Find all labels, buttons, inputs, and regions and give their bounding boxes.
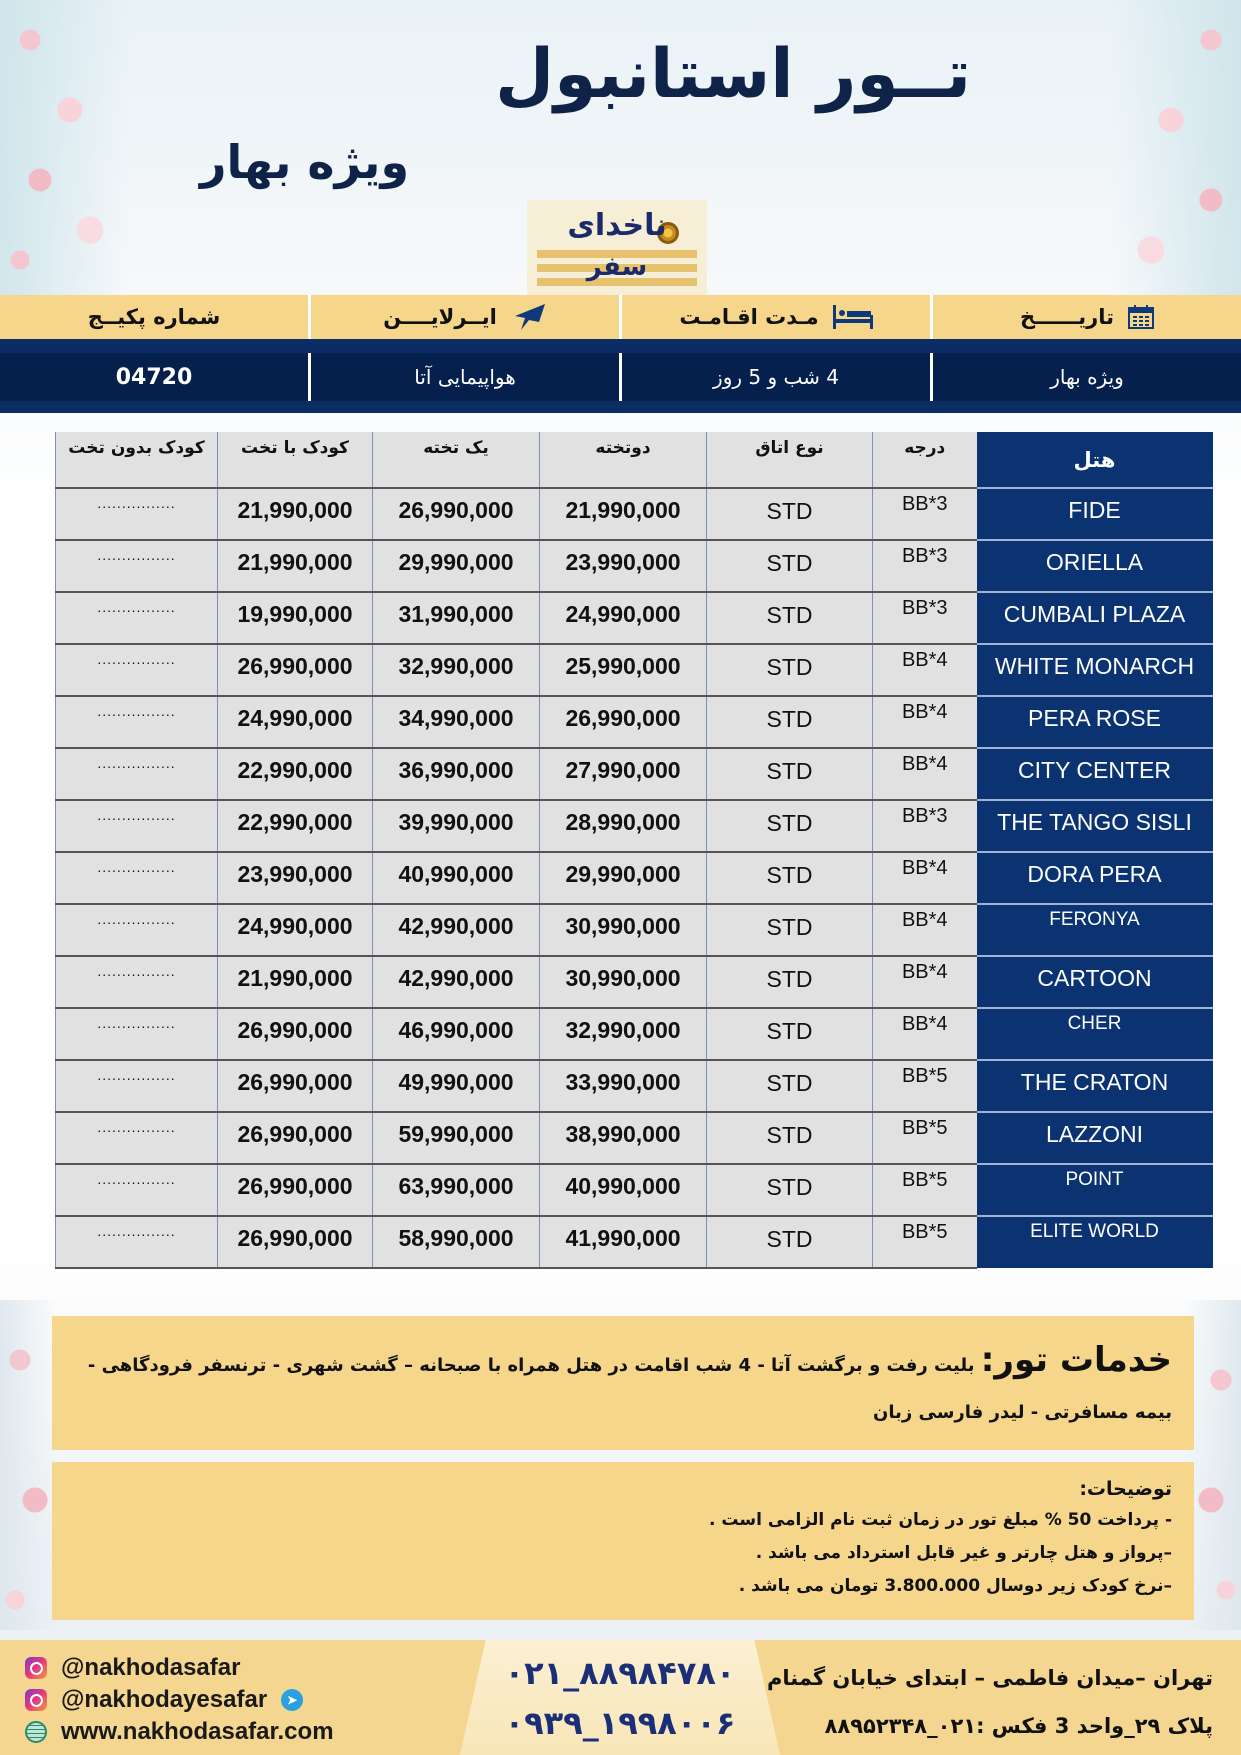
- hotel-name-cell: CITY CENTER: [977, 748, 1213, 800]
- tour-services-box: [52, 1316, 1194, 1450]
- grade-cell: 5*BB: [873, 1216, 977, 1268]
- phone-numbers: [470, 1648, 770, 1748]
- table-row: [56, 1112, 1213, 1164]
- table-row: [56, 852, 1213, 904]
- price-single-cell: 49,990,000: [373, 1060, 540, 1112]
- price-single-cell: 58,990,000: [373, 1216, 540, 1268]
- blossom-decoration-bottom-left: [0, 1300, 60, 1630]
- price-double-cell: 23,990,000: [540, 540, 707, 592]
- price-double-cell: 41,990,000: [540, 1216, 707, 1268]
- blossom-decoration-top-right: [1111, 0, 1241, 300]
- address: [767, 1654, 1213, 1750]
- price-child-without-bed-cell: ................: [56, 748, 218, 800]
- hotel-name-cell: PERA ROSE: [977, 696, 1213, 748]
- price-child-with-bed-cell: 24,990,000: [218, 904, 373, 956]
- room-type-cell: STD: [707, 1164, 873, 1216]
- price-child-without-bed-cell: ................: [56, 800, 218, 852]
- price-single-cell: 40,990,000: [373, 852, 540, 904]
- room-type-cell: STD: [707, 1060, 873, 1112]
- price-double-cell: 38,990,000: [540, 1112, 707, 1164]
- price-child-without-bed-cell: ................: [56, 956, 218, 1008]
- room-type-cell: STD: [707, 644, 873, 696]
- price-child-without-bed-cell: ................: [56, 1164, 218, 1216]
- price-single-cell: 26,990,000: [373, 488, 540, 540]
- social-link-website[interactable]: [25, 1716, 334, 1748]
- grade-cell: 5*BB: [873, 1164, 977, 1216]
- grade-cell: 4*BB: [873, 904, 977, 956]
- info-header-airline-label: ایــرلایــــن: [383, 305, 497, 329]
- column-header-grade: درجه: [873, 432, 977, 488]
- grade-cell: 3*BB: [873, 488, 977, 540]
- info-value-package-number: 04720: [115, 364, 193, 390]
- price-single-cell: 42,990,000: [373, 956, 540, 1008]
- grade-cell: 4*BB: [873, 1008, 977, 1060]
- column-header-single: یک تخته: [373, 432, 540, 488]
- table-row: [56, 488, 1213, 540]
- price-child-without-bed-cell: ................: [56, 904, 218, 956]
- hotel-name-cell: WHITE MONARCH: [977, 644, 1213, 696]
- table-row: [56, 644, 1213, 696]
- column-header-child-without-bed: کودک بدون تخت: [56, 432, 218, 488]
- company-logo: [527, 200, 707, 295]
- price-single-cell: 63,990,000: [373, 1164, 540, 1216]
- price-child-without-bed-cell: ................: [56, 696, 218, 748]
- table-row: [56, 696, 1213, 748]
- table-header-row: [56, 432, 1213, 488]
- blossom-decoration-top-left: [0, 0, 130, 300]
- instagram-icon: [25, 1657, 47, 1679]
- hotel-name-cell: FIDE: [977, 488, 1213, 540]
- address-line2: پلاک ۲۹_واحد 3 فکس :۰۲۱_۸۸۹۵۲۳۴۸: [824, 1714, 1213, 1738]
- grade-cell: 5*BB: [873, 1060, 977, 1112]
- price-double-cell: 32,990,000: [540, 1008, 707, 1060]
- social-handle[interactable]: @nakhodayesafar: [61, 1686, 268, 1713]
- grade-cell: 4*BB: [873, 644, 977, 696]
- services-line1: بلیت رفت و برگشت آتا - 4 شب اقامت در هتل همراه با صبحانه – گشت شهری - ترنسفر فرودگاهی -: [87, 1355, 975, 1376]
- phone-landline[interactable]: ۰۲۱_۸۸۹۸۴۷۸۰: [504, 1654, 736, 1692]
- notes-title: توضیحات:: [1079, 1478, 1172, 1500]
- price-child-with-bed-cell: 23,990,000: [218, 852, 373, 904]
- info-header-date-label: تاریــــــخ: [1020, 305, 1114, 329]
- price-child-with-bed-cell: 19,990,000: [218, 592, 373, 644]
- price-child-without-bed-cell: ................: [56, 852, 218, 904]
- hotel-name-cell: CARTOON: [977, 956, 1213, 1008]
- room-type-cell: STD: [707, 592, 873, 644]
- address-line1: تهران –میدان فاطمی – ابتدای خیابان گمنام: [766, 1666, 1213, 1690]
- grade-cell: 4*BB: [873, 956, 977, 1008]
- notes-box: [52, 1462, 1194, 1620]
- table-row: [56, 904, 1213, 956]
- info-header-airline: [308, 295, 619, 339]
- social-handle[interactable]: @nakhodasafar: [61, 1654, 241, 1681]
- services-line2: بیمه مسافرتی - لیدر فارسی زبان: [873, 1402, 1172, 1423]
- note-item: –نرخ کودک زیر دوسال 3.800.000 تومان می باشد .: [738, 1576, 1172, 1596]
- table-row: [56, 592, 1213, 644]
- calendar-icon: [1128, 305, 1154, 329]
- price-child-without-bed-cell: ................: [56, 1060, 218, 1112]
- price-single-cell: 32,990,000: [373, 644, 540, 696]
- price-single-cell: 46,990,000: [373, 1008, 540, 1060]
- price-child-with-bed-cell: 26,990,000: [218, 1008, 373, 1060]
- bed-icon: [833, 305, 873, 329]
- note-item: - پرداخت 50 % مبلغ تور در زمان ثبت نام الزامی است .: [709, 1510, 1172, 1530]
- column-header-double: دوتخته: [540, 432, 707, 488]
- room-type-cell: STD: [707, 1216, 873, 1268]
- price-double-cell: 30,990,000: [540, 904, 707, 956]
- price-double-cell: 33,990,000: [540, 1060, 707, 1112]
- services-title: خدمات تور:: [980, 1340, 1172, 1380]
- price-child-without-bed-cell: ................: [56, 592, 218, 644]
- price-child-with-bed-cell: 21,990,000: [218, 540, 373, 592]
- price-double-cell: 40,990,000: [540, 1164, 707, 1216]
- price-child-with-bed-cell: 24,990,000: [218, 696, 373, 748]
- price-child-without-bed-cell: ................: [56, 1112, 218, 1164]
- website-link[interactable]: www.nakhodasafar.com: [61, 1718, 334, 1745]
- column-header-hotel: هتل: [977, 432, 1213, 488]
- price-child-without-bed-cell: ................: [56, 1216, 218, 1268]
- price-double-cell: 29,990,000: [540, 852, 707, 904]
- room-type-cell: STD: [707, 800, 873, 852]
- price-child-with-bed-cell: 22,990,000: [218, 748, 373, 800]
- table-row: [56, 1008, 1213, 1060]
- social-links: [25, 1652, 334, 1748]
- price-double-cell: 24,990,000: [540, 592, 707, 644]
- table-row: [56, 540, 1213, 592]
- hotel-name-cell: THE CRATON: [977, 1060, 1213, 1112]
- room-type-cell: STD: [707, 488, 873, 540]
- grade-cell: 3*BB: [873, 800, 977, 852]
- grade-cell: 4*BB: [873, 696, 977, 748]
- hotel-name-cell: THE TANGO SISLI: [977, 800, 1213, 852]
- price-child-with-bed-cell: 22,990,000: [218, 800, 373, 852]
- price-single-cell: 39,990,000: [373, 800, 540, 852]
- phone-mobile[interactable]: ۰۹۳۹_۱۹۹۸۰۰۶: [504, 1704, 736, 1742]
- logo-text-line2: سفر: [586, 252, 648, 282]
- footer: [0, 1640, 1241, 1755]
- telegram-icon[interactable]: ➤: [281, 1689, 303, 1711]
- price-double-cell: 27,990,000: [540, 748, 707, 800]
- price-child-without-bed-cell: ................: [56, 1008, 218, 1060]
- social-link-instagram-2[interactable]: [25, 1684, 334, 1716]
- price-child-with-bed-cell: 21,990,000: [218, 956, 373, 1008]
- hotel-price-table: [55, 432, 1212, 1269]
- price-child-without-bed-cell: ................: [56, 488, 218, 540]
- grade-cell: 4*BB: [873, 852, 977, 904]
- info-header-package: [0, 295, 308, 339]
- price-child-without-bed-cell: ................: [56, 644, 218, 696]
- globe-icon: [25, 1721, 47, 1743]
- airplane-icon: [511, 302, 547, 332]
- room-type-cell: STD: [707, 1008, 873, 1060]
- room-type-cell: STD: [707, 540, 873, 592]
- price-child-without-bed-cell: ................: [56, 540, 218, 592]
- price-child-with-bed-cell: 21,990,000: [218, 488, 373, 540]
- hotel-name-cell: LAZZONI: [977, 1112, 1213, 1164]
- info-header-duration: [619, 295, 930, 339]
- hotel-name-cell: CHER: [977, 1008, 1213, 1060]
- table-row: [56, 1164, 1213, 1216]
- column-header-child-with-bed: کودک با تخت: [218, 432, 373, 488]
- room-type-cell: STD: [707, 852, 873, 904]
- price-double-cell: 21,990,000: [540, 488, 707, 540]
- price-child-with-bed-cell: 26,990,000: [218, 1164, 373, 1216]
- logo-text-line1: ناخدای: [567, 208, 667, 243]
- price-single-cell: 59,990,000: [373, 1112, 540, 1164]
- hotel-name-cell: DORA PERA: [977, 852, 1213, 904]
- table-row: [56, 800, 1213, 852]
- price-single-cell: 31,990,000: [373, 592, 540, 644]
- price-double-cell: 28,990,000: [540, 800, 707, 852]
- price-single-cell: 36,990,000: [373, 748, 540, 800]
- price-double-cell: 26,990,000: [540, 696, 707, 748]
- info-value-airline: هواپیمایی آتا: [308, 353, 619, 401]
- hotel-name-cell: FERONYA: [977, 904, 1213, 956]
- info-header-package-label: شماره پکیــج: [87, 305, 221, 329]
- info-bar-header: [0, 295, 1241, 339]
- room-type-cell: STD: [707, 748, 873, 800]
- grade-cell: 5*BB: [873, 1112, 977, 1164]
- hotel-name-cell: ELITE WORLD: [977, 1216, 1213, 1268]
- page-subtitle: ویژه بهار: [200, 135, 410, 189]
- grade-cell: 3*BB: [873, 540, 977, 592]
- room-type-cell: STD: [707, 696, 873, 748]
- grade-cell: 4*BB: [873, 748, 977, 800]
- room-type-cell: STD: [707, 956, 873, 1008]
- price-double-cell: 25,990,000: [540, 644, 707, 696]
- info-header-duration-label: مـدت اقـامـت: [679, 305, 819, 329]
- price-child-with-bed-cell: 26,990,000: [218, 1112, 373, 1164]
- price-single-cell: 34,990,000: [373, 696, 540, 748]
- info-value-date: ویژه بهار: [930, 353, 1241, 401]
- grade-cell: 3*BB: [873, 592, 977, 644]
- table-row: [56, 1216, 1213, 1268]
- price-double-cell: 30,990,000: [540, 956, 707, 1008]
- hotel-name-cell: ORIELLA: [977, 540, 1213, 592]
- table-row: [56, 956, 1213, 1008]
- price-single-cell: 29,990,000: [373, 540, 540, 592]
- table-row: [56, 1060, 1213, 1112]
- room-type-cell: STD: [707, 904, 873, 956]
- hotel-name-cell: CUMBALI PLAZA: [977, 592, 1213, 644]
- price-child-with-bed-cell: 26,990,000: [218, 1060, 373, 1112]
- price-single-cell: 42,990,000: [373, 904, 540, 956]
- page-title: تــور استانبول: [495, 35, 971, 114]
- instagram-icon: [25, 1689, 47, 1711]
- price-child-with-bed-cell: 26,990,000: [218, 1216, 373, 1268]
- info-value-duration: 4 شب و 5 روز: [619, 353, 930, 401]
- info-header-date: [930, 295, 1241, 339]
- social-link-instagram-1[interactable]: [25, 1652, 334, 1684]
- info-bar-values: [0, 339, 1241, 413]
- hotel-name-cell: POINT: [977, 1164, 1213, 1216]
- note-item: –پرواز و هتل چارتر و غیر قابل استرداد می باشد .: [755, 1543, 1172, 1563]
- column-header-room-type: نوع اتاق: [707, 432, 873, 488]
- table-row: [56, 748, 1213, 800]
- room-type-cell: STD: [707, 1112, 873, 1164]
- price-child-with-bed-cell: 26,990,000: [218, 644, 373, 696]
